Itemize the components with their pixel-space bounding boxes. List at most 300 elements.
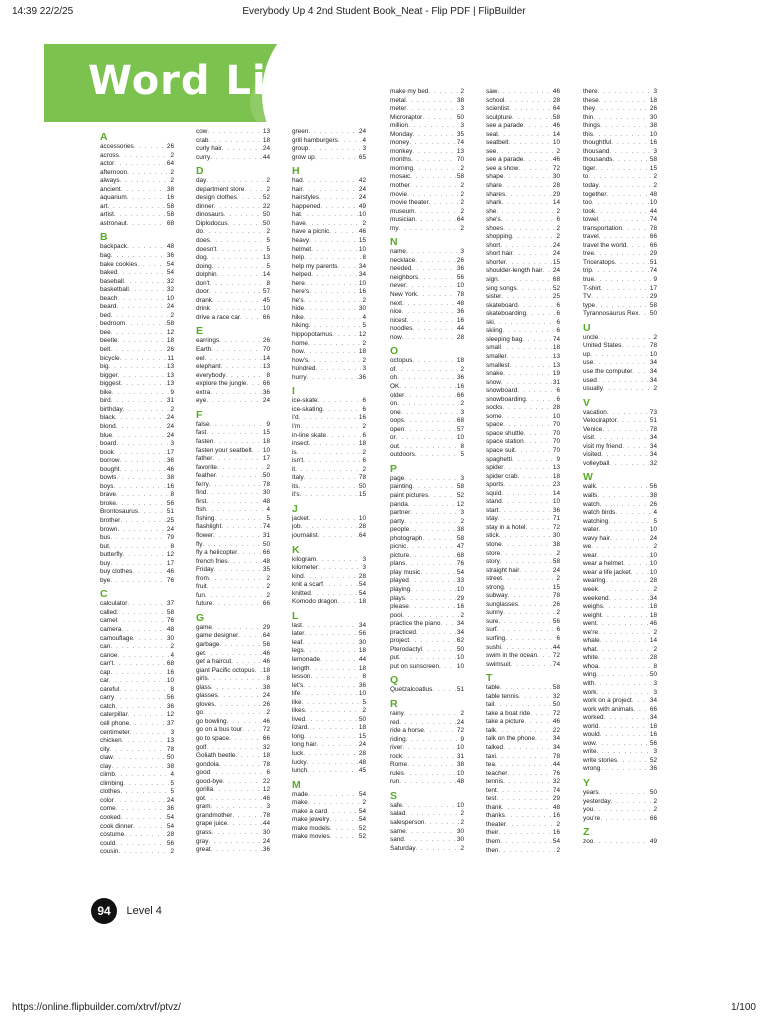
word-text: work on a project [583, 697, 632, 705]
word-text: space station [486, 438, 524, 446]
word-text: flower [196, 531, 214, 539]
word-entry [486, 558, 560, 567]
word-entry [292, 491, 366, 500]
word-page-number: 74 [262, 523, 270, 531]
word-text: could [100, 839, 116, 847]
word-text: design clothes [196, 194, 237, 202]
dot-leader [409, 637, 456, 646]
word-page-number: 29 [552, 190, 560, 198]
word-entry [583, 97, 657, 106]
word-entry [100, 303, 174, 312]
word-page-number: 48 [262, 557, 270, 565]
dot-leader [205, 355, 262, 364]
word-entry [292, 145, 366, 154]
dot-leader [599, 97, 649, 106]
word-page-number: 38 [456, 526, 464, 534]
word-text: cap [100, 668, 111, 676]
word-entry [583, 131, 657, 140]
word-entry [486, 259, 560, 268]
letter-heading: Z [583, 826, 590, 839]
word-entry [292, 357, 366, 366]
dot-leader [224, 211, 262, 220]
dot-leader [601, 285, 649, 294]
word-page-number: 36 [358, 373, 366, 381]
word-text: watch [583, 500, 600, 508]
dot-leader [242, 726, 262, 735]
word-entry [486, 97, 560, 106]
word-page-number: 18 [358, 598, 366, 606]
word-page-number: 2 [460, 517, 464, 525]
word-entry [292, 799, 366, 808]
dot-leader [600, 122, 649, 131]
word-text: knitted [292, 589, 311, 597]
word-page-number: 29 [649, 293, 657, 301]
word-text: weighs [583, 603, 603, 611]
word-entry [100, 754, 174, 763]
dot-leader [128, 711, 166, 720]
word-entry [583, 543, 657, 552]
word-text: art [100, 202, 108, 210]
word-text: have a picnic [292, 228, 330, 236]
dot-leader [402, 753, 456, 762]
word-text: played [390, 577, 409, 585]
word-page-number: 37 [166, 600, 174, 608]
word-entry [486, 233, 560, 242]
dot-leader [330, 825, 358, 834]
word-entry [100, 526, 174, 535]
word-entry [196, 838, 270, 847]
word-entry [390, 208, 464, 217]
word-text: work [583, 688, 597, 696]
dot-leader [117, 652, 169, 661]
dot-leader [597, 492, 649, 501]
word-text: hide [292, 305, 305, 313]
letter-heading: S [390, 789, 398, 802]
word-entry [100, 152, 174, 161]
word-entry [583, 267, 657, 276]
word-page-number: 54 [358, 816, 366, 824]
word-text: tree [583, 250, 595, 258]
word-column-1 [100, 128, 174, 857]
word-entry [292, 741, 366, 750]
dot-leader [308, 799, 362, 808]
word-entry [196, 280, 270, 289]
browser-print-header [12, 6, 756, 20]
word-text: ride a horse [390, 727, 424, 735]
word-text: partner [390, 509, 411, 517]
word-page-number: 3 [653, 147, 657, 155]
dot-leader [422, 535, 456, 544]
dot-leader [591, 543, 652, 552]
word-entry [390, 400, 464, 409]
word-entry [196, 203, 270, 212]
word-page-number: 6 [556, 216, 560, 224]
word-page-number: 18 [358, 724, 366, 732]
word-page-number: 14 [262, 354, 270, 362]
word-entry [390, 392, 464, 401]
word-page-number: 70 [552, 446, 560, 454]
word-entry [583, 88, 657, 97]
word-page-number: 9 [653, 276, 657, 284]
word-text: giant Pacific octopus [196, 666, 255, 674]
word-text: older [390, 391, 405, 399]
dot-leader [500, 242, 552, 251]
dot-leader [597, 689, 653, 698]
word-text: TV [583, 293, 592, 301]
word-page-number: 36 [552, 506, 560, 514]
word-text: have [292, 219, 306, 227]
dot-leader [210, 389, 262, 398]
word-page-number: 54 [166, 260, 174, 268]
word-page-number: 44 [262, 820, 270, 828]
word-entry [583, 242, 657, 251]
word-text: she [486, 207, 497, 215]
word-entry [196, 455, 270, 464]
word-text: musician [390, 216, 416, 224]
word-page-number: 17 [166, 448, 174, 456]
word-page-number: 2 [653, 645, 657, 653]
dot-leader [405, 595, 456, 604]
word-entry [486, 575, 560, 584]
word-column-2 [196, 128, 270, 855]
word-text: garbage [196, 640, 220, 648]
word-entry [390, 105, 464, 114]
word-page-number: 30 [552, 173, 560, 181]
word-text: then [486, 846, 499, 854]
word-text: shopping [486, 233, 512, 241]
word-page-number: 2 [556, 224, 560, 232]
word-text: ferry [196, 480, 209, 488]
word-entry [100, 814, 174, 823]
word-text: sign [486, 276, 498, 284]
word-text: hike [292, 313, 304, 321]
dot-leader [497, 787, 552, 796]
dot-leader [319, 194, 358, 203]
dot-leader [501, 379, 552, 388]
dot-leader [115, 414, 166, 423]
word-text: false [196, 420, 210, 428]
dot-leader [411, 265, 456, 274]
dot-leader [238, 632, 262, 641]
word-text: baked [100, 269, 118, 277]
word-page-number: 10 [358, 245, 366, 253]
word-page-number: 22 [262, 777, 270, 785]
dot-leader [329, 228, 358, 237]
word-text: rainy [390, 710, 404, 717]
word-text: get [196, 649, 205, 657]
word-page-number: 45 [262, 296, 270, 304]
word-text: tennis [486, 778, 504, 786]
letter-heading: Q [390, 674, 399, 687]
word-page-number: 10 [456, 654, 464, 662]
word-text: necklace [390, 256, 416, 264]
dot-leader [309, 515, 358, 524]
word-entry [100, 186, 174, 195]
word-entry [196, 541, 270, 550]
dot-leader [593, 114, 649, 123]
word-entry [100, 780, 174, 789]
word-entry [583, 603, 657, 612]
word-page-number: 58 [456, 483, 464, 491]
word-text: trip [583, 267, 592, 275]
dot-leader [309, 237, 358, 246]
word-page-number: 56 [166, 694, 174, 702]
dot-leader [593, 131, 649, 140]
word-text: skateboarding [486, 310, 527, 318]
word-text: isn't [292, 457, 304, 465]
word-entry [486, 770, 560, 779]
word-page-number: 30 [456, 827, 464, 835]
dot-leader [404, 710, 460, 719]
word-text: Quetzalcoatlus [390, 686, 433, 694]
word-text: saw [486, 88, 498, 95]
word-entry [292, 331, 366, 340]
word-entry [390, 802, 464, 811]
word-text: group [292, 145, 309, 153]
word-entry [100, 346, 174, 355]
dot-leader [207, 254, 262, 263]
dot-leader [404, 836, 456, 845]
word-text: birthday [100, 405, 123, 413]
letter-heading: G [196, 611, 205, 624]
word-page-number: 30 [552, 532, 560, 540]
dot-leader [302, 699, 362, 708]
word-page-number: 14 [552, 489, 560, 497]
dot-leader [208, 675, 266, 684]
word-entry [100, 771, 174, 780]
word-text: wear a helmet [583, 560, 624, 568]
dot-leader [509, 105, 552, 114]
word-entry [292, 203, 366, 212]
word-entry [486, 532, 560, 541]
word-entry [390, 139, 464, 148]
word-page-number: 2 [170, 151, 174, 159]
word-page-number: 38 [166, 185, 174, 193]
word-page-number: 70 [552, 429, 560, 437]
dot-leader [524, 430, 552, 439]
dot-leader [129, 720, 166, 729]
word-entry [486, 387, 560, 396]
word-page-number: 13 [262, 254, 270, 262]
word-page-number: 18 [552, 344, 560, 352]
word-text: drive a race car [196, 313, 241, 321]
word-page-number: 44 [552, 761, 560, 769]
dot-leader [121, 814, 166, 823]
dot-leader [500, 550, 555, 559]
dot-leader [598, 88, 653, 97]
dot-leader [119, 152, 170, 161]
word-text: dog [196, 254, 207, 262]
dot-leader [633, 706, 648, 715]
word-page-number: 30 [358, 305, 366, 313]
word-page-number: 48 [262, 497, 270, 505]
word-page-number: 17 [262, 455, 270, 463]
print-datetime: 14:39 22/2/25 [12, 6, 74, 17]
word-entry [390, 686, 464, 695]
print-url: https://online.flipbuilder.com/xtrvf/ptvz/ [12, 1002, 181, 1013]
word-entry [292, 581, 366, 590]
word-entry [100, 474, 174, 483]
word-entry [196, 658, 270, 667]
dot-leader [109, 677, 166, 686]
dot-leader [212, 624, 262, 633]
word-text: day [196, 177, 207, 185]
dot-leader [498, 276, 552, 285]
letter-heading: T [486, 672, 493, 685]
dot-leader [399, 443, 460, 452]
dot-leader [597, 646, 653, 655]
word-page-number: 72 [552, 164, 560, 172]
word-page-number: 30 [358, 638, 366, 646]
word-text: hurry [292, 373, 307, 381]
word-text: octopus [390, 357, 413, 365]
word-entry [390, 426, 464, 435]
word-text: thin [583, 113, 594, 121]
dot-leader [518, 302, 556, 311]
dot-leader [110, 346, 166, 355]
word-text: now [390, 333, 402, 341]
word-entry [292, 457, 366, 466]
word-text: Rome [390, 761, 408, 769]
dot-leader [117, 269, 165, 278]
dot-leader [417, 291, 456, 300]
word-page-number: 28 [166, 831, 174, 839]
word-text: bee [100, 328, 111, 336]
word-entry [486, 592, 560, 601]
word-page-number: 38 [456, 96, 464, 104]
dot-leader [118, 848, 169, 857]
word-text: grow up [292, 153, 315, 161]
dot-leader [411, 156, 456, 165]
word-page-number: 16 [358, 414, 366, 422]
word-text: green [292, 128, 309, 135]
word-text: flashlight [196, 523, 222, 531]
dot-leader [211, 846, 262, 855]
dot-leader [413, 131, 456, 140]
dot-leader [303, 186, 358, 195]
dot-leader [307, 767, 358, 776]
dot-leader [212, 600, 262, 609]
word-page-number: 2 [362, 339, 366, 347]
letter-heading: P [390, 462, 398, 475]
word-page-number: 32 [166, 286, 174, 294]
word-entry [390, 543, 464, 552]
word-entry [583, 595, 657, 604]
word-page-number: 16 [552, 812, 560, 820]
word-page-number: 52 [358, 824, 366, 832]
word-text: game designer [196, 632, 239, 640]
word-text: help my parents [292, 262, 338, 270]
word-page-number: 68 [552, 276, 560, 284]
dot-leader [226, 372, 266, 381]
word-entry [292, 474, 366, 483]
word-text: long hair [292, 741, 317, 749]
dot-leader [610, 535, 649, 544]
dot-leader [497, 88, 552, 97]
word-entry [196, 154, 270, 163]
dot-leader [590, 351, 649, 360]
word-entry [292, 186, 366, 195]
dot-leader [406, 97, 456, 106]
dot-leader [229, 735, 262, 744]
dot-leader [519, 693, 552, 702]
word-entry [196, 421, 270, 430]
dot-leader [203, 228, 265, 237]
dot-leader [127, 600, 166, 609]
word-page-number: 36 [262, 388, 270, 396]
word-entry [583, 509, 657, 518]
word-entry [292, 211, 366, 220]
word-entry [292, 432, 366, 441]
word-page-number: 2 [653, 806, 657, 814]
word-entry [100, 261, 174, 270]
dot-leader [517, 387, 555, 396]
dot-leader [523, 122, 552, 131]
word-page-number: 38 [649, 491, 657, 499]
dot-leader [399, 225, 460, 234]
word-page-number: 44 [649, 207, 657, 215]
dot-leader [209, 481, 262, 490]
word-text: travel the world [583, 241, 627, 249]
word-page-number: 5 [266, 514, 270, 522]
dot-leader [505, 191, 552, 200]
word-page-number: 2 [556, 609, 560, 617]
word-text: safe [390, 801, 403, 809]
word-page-number: 10 [456, 585, 464, 593]
word-page-number: 2 [460, 190, 464, 198]
word-page-number: 46 [358, 228, 366, 236]
word-page-number: 28 [552, 96, 560, 104]
word-text: Microraptor [390, 113, 423, 121]
dot-leader [429, 199, 460, 208]
word-page-number: 58 [552, 558, 560, 566]
word-text: rock [390, 752, 403, 760]
word-entry [100, 286, 174, 295]
word-entry [292, 305, 366, 314]
word-text: grandmother [196, 811, 233, 819]
dot-leader [310, 673, 361, 682]
word-page-number: 62 [456, 637, 464, 645]
word-page-number: 58 [166, 320, 174, 328]
word-entry [390, 417, 464, 426]
word-entry [292, 374, 366, 383]
word-text: across [100, 151, 119, 159]
word-page-number: 13 [166, 380, 174, 388]
word-text: wrong [583, 765, 601, 773]
word-page-number: 34 [552, 735, 560, 743]
word-entry [100, 177, 174, 186]
word-entry [196, 803, 270, 812]
word-text: cook dinner [100, 822, 134, 830]
word-page-number: 74 [552, 786, 560, 794]
word-page-number: 6 [556, 626, 560, 634]
word-text: ski [486, 318, 494, 326]
word-page-number: 48 [166, 243, 174, 251]
word-entry [100, 312, 174, 321]
word-text: test [486, 795, 497, 803]
word-entry [196, 726, 270, 735]
word-text: costume [100, 831, 125, 839]
word-entry [486, 684, 560, 693]
word-page-number: 10 [456, 434, 464, 442]
dot-leader [120, 177, 170, 186]
dot-leader [210, 305, 262, 314]
word-entry [390, 383, 464, 392]
dot-leader [318, 564, 362, 573]
dot-leader [498, 847, 555, 856]
word-entry [100, 568, 174, 577]
word-entry [486, 114, 560, 123]
